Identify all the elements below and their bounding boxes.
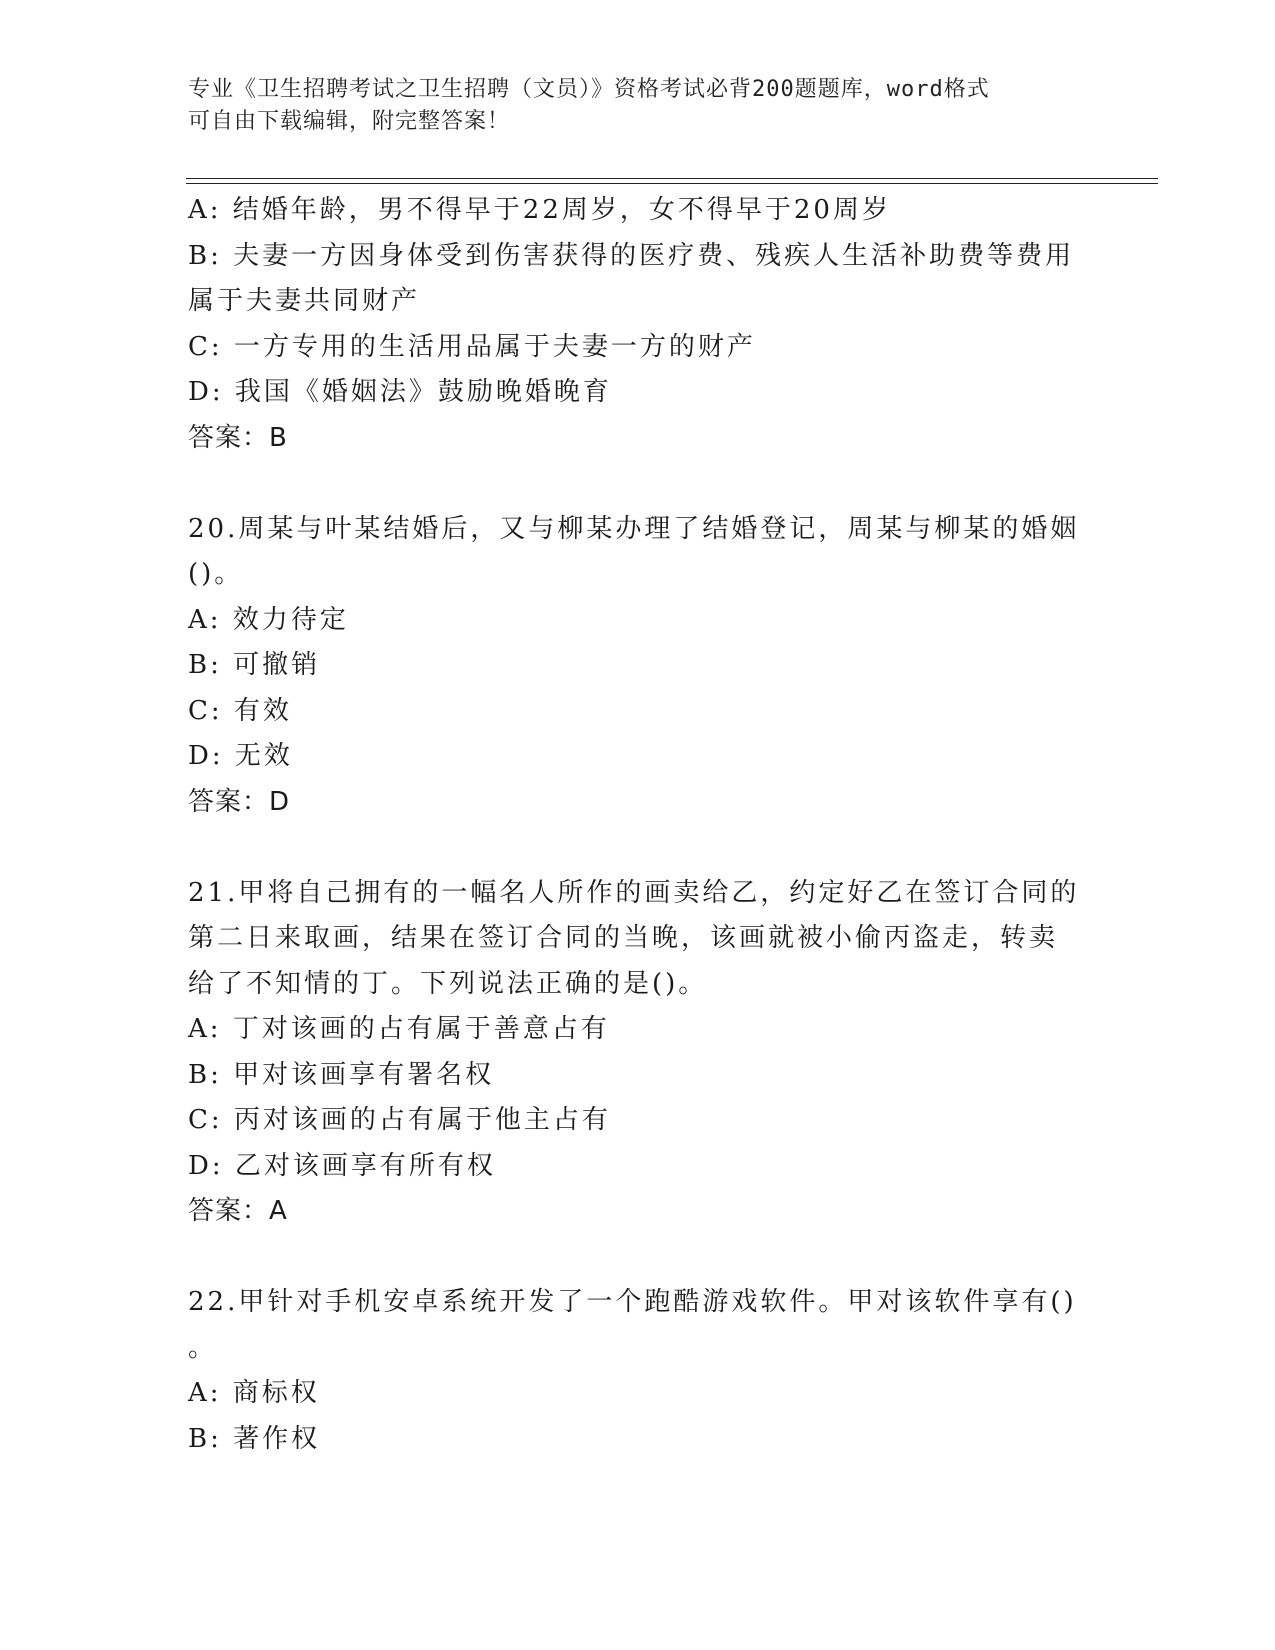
- document-header: [188, 74, 1088, 138]
- question-content: [188, 188, 1088, 1462]
- answer-text: 答案：A: [188, 1196, 288, 1226]
- question-stem-continued: 第二日来取画，结果在签订合同的当晚，该画就被小偷丙盗走，转卖: [188, 923, 1059, 953]
- question-22: [188, 1280, 1088, 1462]
- header-line-2: 可自由下载编辑，附完整答案！: [188, 109, 511, 134]
- option-c: C: 一方专用的生活用品属于夫妻一方的财产: [188, 331, 756, 362]
- header-rule-bottom: [186, 183, 1158, 184]
- option-d: D: 乙对该画享有所有权: [188, 1150, 496, 1181]
- question-21: [188, 871, 1088, 1235]
- header-rule-top: [186, 178, 1158, 179]
- option-a: A: 丁对该画的占有属于善意占有: [188, 1014, 610, 1044]
- question-stem-continued: 给了不知情的丁。下列说法正确的是()。: [188, 968, 708, 999]
- option-b: B: 夫妻一方因身体受到伤害获得的医疗费、残疾人生活补助费等费用: [188, 240, 1075, 271]
- option-d: D: 无效: [188, 741, 293, 771]
- question-stem-continued: 。: [188, 1332, 218, 1363]
- option-d: D: 我国《婚姻法》鼓励晚婚晚育: [188, 377, 612, 407]
- answer-text: 答案：D: [188, 786, 291, 817]
- question-stem: 21.甲将自己拥有的一幅名人所作的画卖给乙，约定好乙在签订合同的: [188, 877, 1080, 908]
- answer-text: 答案：B: [188, 422, 288, 453]
- option-b: B: 甲对该画享有署名权: [188, 1059, 495, 1090]
- header-line-1: 专业《卫生招聘考试之卫生招聘（文员）》资格考试必背200题题库，word格式: [188, 77, 990, 102]
- option-a: A: 效力待定: [188, 604, 349, 635]
- option-b: B: 可撤销: [188, 650, 321, 680]
- option-b-continued: 属于夫妻共同财产: [188, 286, 421, 316]
- question-stem: 22.甲针对手机安卓系统开发了一个跑酷游戏软件。甲对该软件享有(): [188, 1287, 1077, 1317]
- option-c: C: 有效: [188, 695, 292, 726]
- question-19-continued: [188, 188, 1088, 461]
- option-b: B: 著作权: [188, 1423, 321, 1454]
- option-a: A: 结婚年龄，男不得早于22周岁，女不得早于20周岁: [188, 195, 891, 225]
- spacer: [188, 1235, 1088, 1281]
- spacer: [188, 825, 1088, 871]
- question-stem-continued: ()。: [188, 559, 244, 589]
- spacer: [188, 461, 1088, 507]
- option-a: A: 商标权: [188, 1378, 320, 1408]
- question-stem: 20.周某与叶某结婚后，又与柳某办理了结婚登记，周某与柳某的婚姻: [188, 513, 1080, 544]
- option-c: C: 丙对该画的占有属于他主占有: [188, 1105, 611, 1135]
- question-20: [188, 507, 1088, 826]
